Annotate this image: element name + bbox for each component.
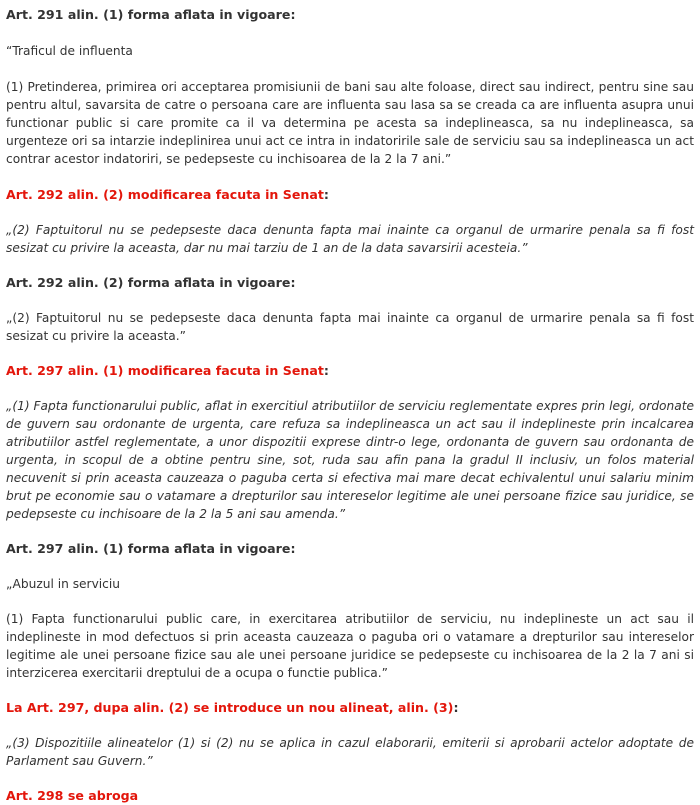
paragraph-art-292-senate-text: „(2) Faptuitorul nu se pedepseste daca denunta fapta mai inainte ca organul de urmarire penala sa fi fost sesizat cu privire la aceasta, dar nu mai tarziu de 1 an de la data savarsirii acesteia.” [6, 223, 694, 255]
heading-art-291-in-force [6, 6, 694, 24]
paragraph-art-297-alin-3-text: „(3) Dispozitiile alineatelor (1) si (2) nu se aplica in cazul elaborarii, emiterii si aprobarii actelor adoptate de Parlament sau Guvern.” [6, 736, 694, 768]
heading-text: Art. 297 alin. (1) modificarea facuta in Senat [6, 363, 324, 378]
heading-text: Art. 297 alin. (1) forma aflata in vigoare [6, 541, 291, 556]
paragraph-art-297-senate-text: „(1) Fapta functionarului public, aflat in exercitiul atributiilor de serviciu reglementate expres prin legi, ordonate de guvern sau ordonante de urgenta, care refuza sa indeplineasca un act sau il indeplineste prin incalcarea atributiilor astfel reglementate, a unor dispozitii exprese dintr-o lege, ordonanta de guvern sau ordonanta de urgenta, in scopul de a obtine pentru sine, sot, ruda sau afin pana la gradul II inclusiv, un folos material necuvenit si prin aceasta cauzeaza o paguba certa si efectiva mai mare decat echivalentul unui salariu minim brut pe economie sau o vatamare a drepturilor sau intereselor legitime ale unei persoane fizice sau juridice, se pedepseste cu inchisoare de la 2 la 5 ani sau amenda.” [6, 399, 694, 521]
heading-art-297-senate [6, 362, 694, 380]
heading-colon: : [290, 541, 296, 556]
heading-art-292-senate [6, 186, 694, 204]
heading-colon: : [290, 7, 296, 22]
heading-art-298-repealed [6, 787, 694, 805]
heading-colon: : [323, 363, 329, 378]
document-body [0, 6, 700, 805]
section-title-trafic-influenta: “Traficul de influenta [6, 44, 133, 58]
paragraph-art-297-in-force-text: (1) Fapta functionarului public care, in exercitarea atributiilor de serviciu, nu indeplineste un act sau il indeplineste in mod defectuos si prin aceasta cauzeaza o paguba ori o vatamare a drepturilor sau intereselor legitime ale unei persoane fizice sau ale unei persoane juridice se pedepseste cu inchisoarea de la 2 la 7 ani si interzicerea exercitarii dreptului de a ocupa o functie publica.” [6, 612, 694, 680]
heading-art-297-in-force [6, 540, 694, 558]
heading-art-297-new-alin-3 [6, 699, 694, 717]
heading-text: Art. 291 alin. (1) forma aflata in vigoare [6, 7, 291, 22]
heading-text: Art. 298 se abroga [6, 788, 139, 803]
section-title-abuzul-in-serviciu: „Abuzul in serviciu [6, 577, 120, 591]
heading-text: Art. 292 alin. (2) forma aflata in vigoare [6, 275, 291, 290]
heading-colon: : [323, 187, 329, 202]
paragraph-art-292-in-force-text: „(2) Faptuitorul nu se pedepseste daca denunta fapta mai inainte ca organul de urmarire penala sa fi fost sesizat cu privire la aceasta.” [6, 311, 694, 343]
paragraph-art-291-text: (1) Pretinderea, primirea ori acceptarea promisiunii de bani sau alte foloase, direct sau indirect, pentru sine sau pentru altul, savarsita de catre o persoana care are influenta sau lasa sa se creada ca are influenta asupra unui functionar public si care promite ca il va determina pe acesta sa indeplineasca, sa nu indeplineasca, sa urgenteze ori sa intarzie indeplinirea unui act ce intra in indatoririle sale de serviciu sau sa indeplineasca un act contrar acestor indatoriri, se pedepseste cu inchisoarea de la 2 la 7 ani.” [6, 80, 694, 166]
heading-art-292-in-force [6, 274, 694, 292]
heading-text: Art. 292 alin. (2) modificarea facuta in Senat [6, 187, 324, 202]
heading-colon: : [453, 700, 459, 715]
heading-text: La Art. 297, dupa alin. (2) se introduce un nou alineat, alin. (3) [6, 700, 454, 715]
heading-colon: : [290, 275, 296, 290]
